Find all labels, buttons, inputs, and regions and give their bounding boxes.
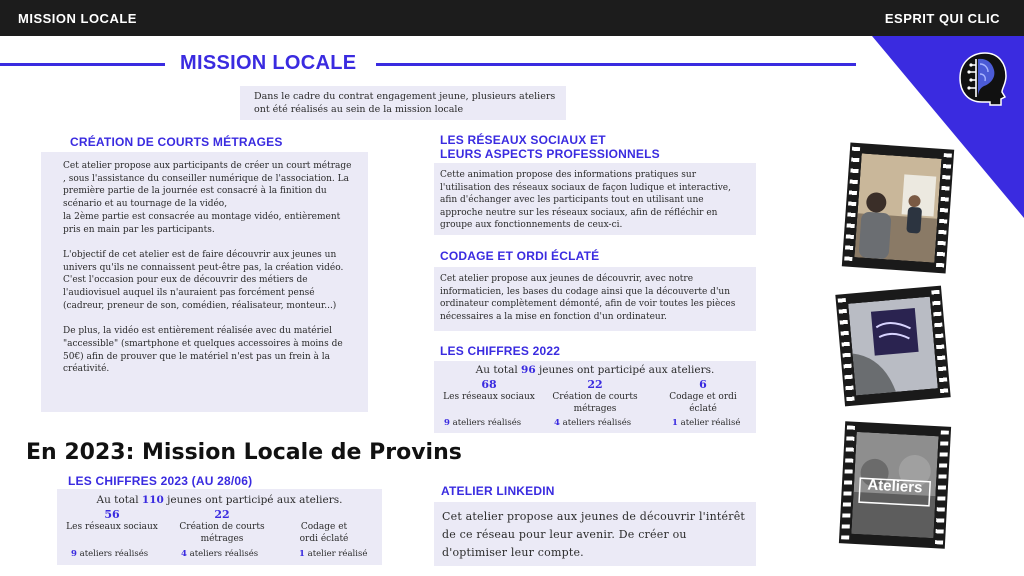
stats-2022-total-line (434, 364, 756, 376)
header-right-label: ESPRIT QUI CLIC (884, 11, 1000, 26)
page-title: MISSION LOCALE (180, 52, 357, 74)
stat-label: Codage et ordi éclaté (669, 392, 737, 414)
top-bar (0, 0, 1024, 36)
count-label: atelier réalisé (307, 549, 368, 559)
reseaux-box: Cette animation propose des informations pratiques sur l'utilisation des réseaux sociaux de façon ludique et interactive, afin d'échanger avec les participants tout en utilisant une approche neutre sur les réseaux sociaux, afin de réfléchir en groupe aux fonctionnements de ceux-ci. (434, 163, 756, 235)
count-label: ateliers réalisés (79, 549, 149, 559)
photo-frame-2 (835, 286, 950, 407)
count-number: 4 (181, 549, 187, 559)
stat-label: Les réseaux sociaux (66, 522, 158, 532)
stats-2023-total-prefix: Au total (96, 494, 139, 506)
stats-2022-count-courts (554, 418, 631, 428)
stats-2023-col-reseaux (57, 509, 167, 533)
count-number: 9 (71, 549, 77, 559)
stats-2022-count-reseaux (444, 418, 521, 428)
stat-label: Création de courts métrages (552, 392, 638, 414)
linkedin-heading: ATELIER LINKEDIN (441, 484, 555, 498)
brain-head-logo-icon (952, 50, 1008, 108)
courts-p1b: la 2ème partie est consacrée au montage vidéo, entièrement pris en main par les participants. (63, 211, 341, 235)
courts-metrages-box (41, 152, 368, 412)
photo-frame-1 (842, 143, 954, 274)
workshop-photo-2 (848, 297, 938, 396)
stat-number: 56 (104, 508, 120, 521)
stats-2023-col-courts (167, 509, 277, 545)
count-label: atelier réalisé (680, 418, 741, 428)
courts-p2: L'objectif de cet atelier est de faire découvrir aux jeunes un univers qu'ils ne connaissent peut-être pas, la création vidéo. C'est l'occasion pour eux de découvrir des métiers de l'audiovisuel auquel ils n'auraient pas forcément pensé (cadreur, preneur de son, comédien, réalisateur, monteur...) (63, 249, 344, 311)
header-left-label: MISSION LOCALE (18, 11, 137, 26)
reseaux-heading-line2: LEURS ASPECTS PROFESSIONNELS (440, 147, 660, 161)
photo-frame-3 (839, 421, 951, 548)
stats-2022-total-suffix: jeunes ont participé aux ateliers. (539, 364, 715, 376)
stat-number: 22 (214, 508, 230, 521)
stat-number: 22 (587, 378, 603, 391)
stats-2022-heading: LES CHIFFRES 2022 (440, 344, 561, 358)
reseaux-heading-line1: LES RÉSEAUX SOCIAUX ET (440, 133, 606, 147)
courts-p3: De plus, la vidéo est entièrement réalisée avec du matériel "accessible" (smartphone et quelques accessoires à moins de 50€) afin de prouver que le matériel n'est pas un frein à la créativité. (63, 326, 343, 375)
count-label: ateliers réalisés (562, 418, 632, 428)
stat-label: Codage et ordi éclaté (299, 522, 349, 544)
codage-heading: CODAGE ET ORDI ÉCLATÉ (440, 249, 600, 263)
stats-2022-col-reseaux (434, 379, 544, 403)
count-number: 9 (444, 418, 450, 428)
stats-2023-total: 110 (141, 494, 164, 506)
stats-2022-col-courts (540, 379, 650, 415)
stat-number: 6 (699, 378, 707, 391)
intro-box: Dans le cadre du contrat engagement jeune, plusieurs ateliers ont été réalisés au sein de la mission locale (240, 86, 566, 120)
count-label: ateliers réalisés (189, 549, 259, 559)
stats-2022-box (434, 361, 756, 433)
count-number: 4 (554, 418, 560, 428)
photo-3-label: Ateliers (866, 476, 923, 497)
stats-2022-count-codage (672, 418, 740, 428)
stats-2022-total-prefix: Au total (475, 364, 518, 376)
stat-label: Les réseaux sociaux (443, 392, 535, 402)
heading-2023: En 2023: Mission Locale de Provins (26, 440, 462, 465)
stats-2022-total: 96 (521, 364, 536, 376)
linkedin-box: Cet atelier propose aux jeunes de découvrir l'intérêt de ce réseau pour leur avenir. De créer ou d'optimiser leur compte. (434, 502, 756, 566)
stats-2022-col-codage (648, 379, 758, 415)
stats-2023-count-reseaux (71, 549, 148, 559)
codage-box: Cet atelier propose aux jeunes de découvrir, avec notre informaticien, les bases du codage ainsi que la découverte d'un ordinateur complètement démonté, afin de voir toutes les pièces nécessaires a la mise en fonction d'un ordinateur. (434, 267, 756, 331)
stats-2023-heading: LES CHIFFRES 2023 (AU 28/06) (68, 474, 253, 488)
count-label: ateliers réalisés (452, 418, 522, 428)
stats-2023-count-courts (181, 549, 258, 559)
stats-2023-total-suffix: jeunes ont participé aux ateliers. (167, 494, 343, 506)
stat-number: 68 (481, 378, 497, 391)
count-number: 1 (672, 418, 678, 428)
stat-label: Création de courts métrages (179, 522, 265, 544)
courts-metrages-heading: CRÉATION DE COURTS MÉTRAGES (70, 135, 283, 149)
count-number: 1 (299, 549, 305, 559)
workshop-photo-3 (851, 432, 938, 538)
stats-2023-col-codage (269, 521, 379, 545)
workshop-photo-1 (854, 153, 941, 262)
stats-2023-box (57, 489, 382, 565)
courts-p1: Cet atelier propose aux participants de créer un court métrage , sous l'assistance du conseiller numérique de l'association. La première partie de la journée est consacré à la finition du scénario et au tournage de la vidéo, (63, 161, 352, 210)
title-rule-left (0, 63, 165, 66)
stats-2023-total-line (57, 494, 382, 506)
stats-2023-count-codage (299, 549, 367, 559)
reseaux-heading (440, 133, 660, 161)
title-rule-right (376, 63, 856, 66)
